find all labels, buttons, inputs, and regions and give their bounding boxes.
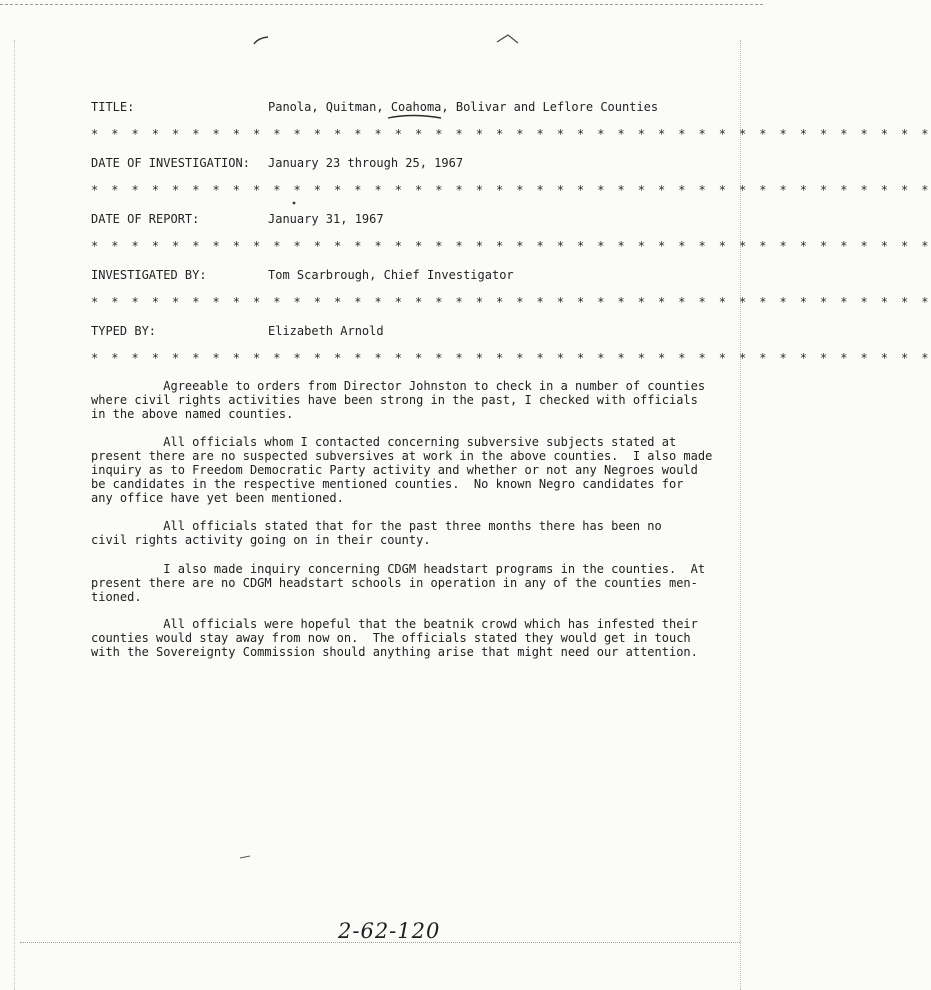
title-label: TITLE: xyxy=(91,100,135,114)
page-edge-top xyxy=(0,4,763,5)
separator-4: * * * * * * * * * * * * * * * * * * * * * * * * * * * * * * * * * * * * * * * * * * xyxy=(91,295,931,309)
top-pen-mark-left xyxy=(254,37,268,44)
body-paragraph-4: I also made inquiry concerning CDGM headstart programs in the counties. At present there are no CDGM headstart schools in operation in any of the counties men- tioned. xyxy=(91,562,706,604)
date-of-report-label: DATE OF REPORT: xyxy=(91,212,200,226)
stray-mark xyxy=(240,856,250,858)
body-paragraph-3: All officials stated that for the past three months there has been no civil rights activity going on in their county. xyxy=(91,519,662,547)
separator-3: * * * * * * * * * * * * * * * * * * * * * * * * * * * * * * * * * * * * * * * * * * xyxy=(91,239,931,253)
body-paragraph-5: All officials were hopeful that the beatnik crowd which has infested their counties would stay away from now on. The officials stated they would get in touch with the Sovereignty Commission should anything arise that might need our attention. xyxy=(91,617,698,659)
investigated-by-value: Tom Scarbrough, Chief Investigator xyxy=(268,268,514,282)
investigated-by-label: INVESTIGATED BY: xyxy=(91,268,207,282)
body-paragraph-1: Agreeable to orders from Director Johnston to check in a number of counties where civil rights activities have been strong in the past, I checked with officials in the above named counties. xyxy=(91,379,706,421)
punch-dot xyxy=(293,202,296,205)
page-edge-left xyxy=(14,40,15,990)
coahoma-underline xyxy=(388,116,441,119)
typed-by-label: TYPED BY: xyxy=(91,324,157,338)
typed-by-value: Elizabeth Arnold xyxy=(268,324,384,338)
date-of-investigation-value: January 23 through 25, 1967 xyxy=(268,156,464,170)
top-pen-mark-right xyxy=(497,35,518,43)
date-of-report-value: January 31, 1967 xyxy=(268,212,384,226)
separator-1: * * * * * * * * * * * * * * * * * * * * * * * * * * * * * * * * * * * * * * * * * * xyxy=(91,127,931,141)
handwritten-file-number: 2-62-120 xyxy=(338,919,441,943)
separator-2: * * * * * * * * * * * * * * * * * * * * * * * * * * * * * * * * * * * * * * * * * * xyxy=(91,183,931,197)
date-of-investigation-label: DATE OF INVESTIGATION: xyxy=(91,156,250,170)
separator-5: * * * * * * * * * * * * * * * * * * * * * * * * * * * * * * * * * * * * * * * * * * xyxy=(91,351,931,365)
title-value: Panola, Quitman, Coahoma, Bolivar and Leflore Counties xyxy=(268,100,659,114)
body-paragraph-2: All officials whom I contacted concerning subversive subjects stated at present there are no suspected subversives at work in the above counties. I also made inquiry as to Freedom Democratic Party activity and whether or not any Negroes would be candidates in the respective mentioned counties. No known Negro candidates for any office have yet been mentioned. xyxy=(91,435,713,505)
